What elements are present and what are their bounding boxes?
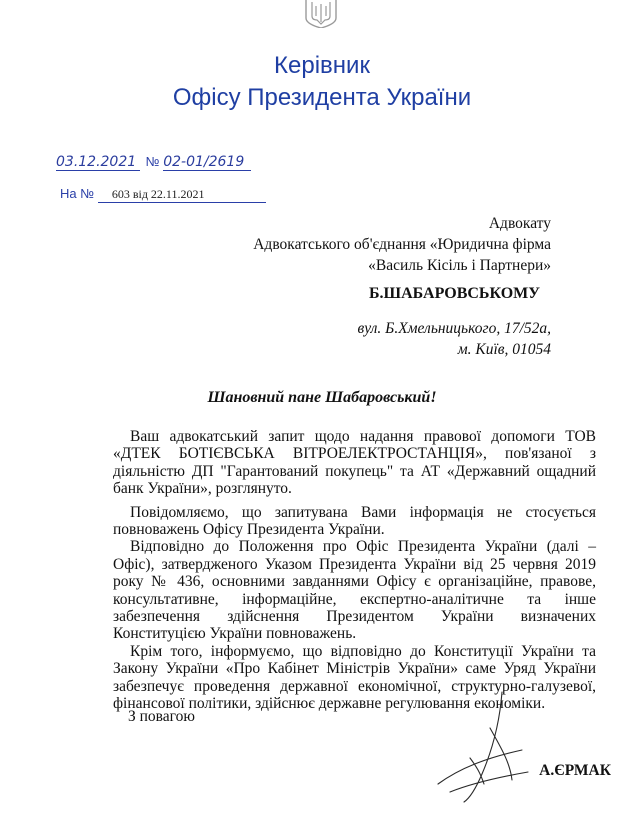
salutation: Шановний пане Шабаровський! — [207, 389, 437, 406]
reference-line — [60, 186, 266, 203]
registration-date: 03.12.2021 — [56, 154, 140, 171]
registration-line — [56, 154, 251, 171]
paragraph-1: Ваш адвокатський запит щодо надання правової допомоги ТОВ «ДТЕК БОТІЄВСЬКА ВІТРОЕЛЕКТРОСТАНЦІЯ», пов'язаної з діяльністю ДП "Гарантований покупець" та АТ «Державний ощадний банк України», розглянуто. — [113, 428, 596, 498]
reference-value: 603 від 22.11.2021 — [98, 187, 266, 203]
recipient-address-line2: м. Київ, 01054 — [457, 341, 551, 358]
recipient-block — [253, 213, 551, 276]
registration-number-label: № — [145, 154, 160, 169]
recipient-address-line1: вул. Б.Хмельницького, 17/52а, — [357, 320, 551, 337]
registration-number: 02-01/2619 — [163, 154, 251, 171]
signature — [430, 688, 540, 806]
closing: З повагою — [128, 708, 195, 725]
recipient-line2: Адвокатського об'єднання «Юридична фірма — [253, 236, 551, 253]
reference-label: На № — [60, 186, 95, 201]
paragraph-2: Повідомляємо, що запитувана Вами інформація не стосується повноважень Офісу Президента України. — [113, 503, 596, 539]
recipient-name: Б.ШАБАРОВСЬКОМУ — [368, 285, 540, 302]
recipient-line1: Адвокату — [488, 215, 551, 232]
header-title-line2: Офісу Президента України — [172, 84, 472, 111]
signatory-name: А.ЄРМАК — [539, 762, 611, 779]
trident-icon — [302, 0, 340, 28]
recipient-address — [357, 318, 551, 360]
header-title-line1: Керівник — [274, 52, 370, 79]
letter-body — [113, 428, 596, 713]
recipient-line3: «Василь Кісіль і Партнери» — [368, 257, 551, 274]
paragraph-4: Крім того, інформуємо, що відповідно до Конституції України та Закону України «Про Кабінет Міністрів України» саме Уряд України забезпечує проведення державної економічної, структурно-галузевої, фінансової політики, здійснює державне регулювання економіки. — [113, 642, 596, 713]
paragraph-3: Відповідно до Положення про Офіс Президента України (далі – Офіс), затвердженого Указом Президента України від 25 червня 2019 року № 436, основними завданнями Офісу є організаційне, правове, консультативне, інформаційне, експертно-аналітичне та інше забезпечення здійснення Президентом України визначених Конституцією України повноважень. — [113, 538, 596, 643]
